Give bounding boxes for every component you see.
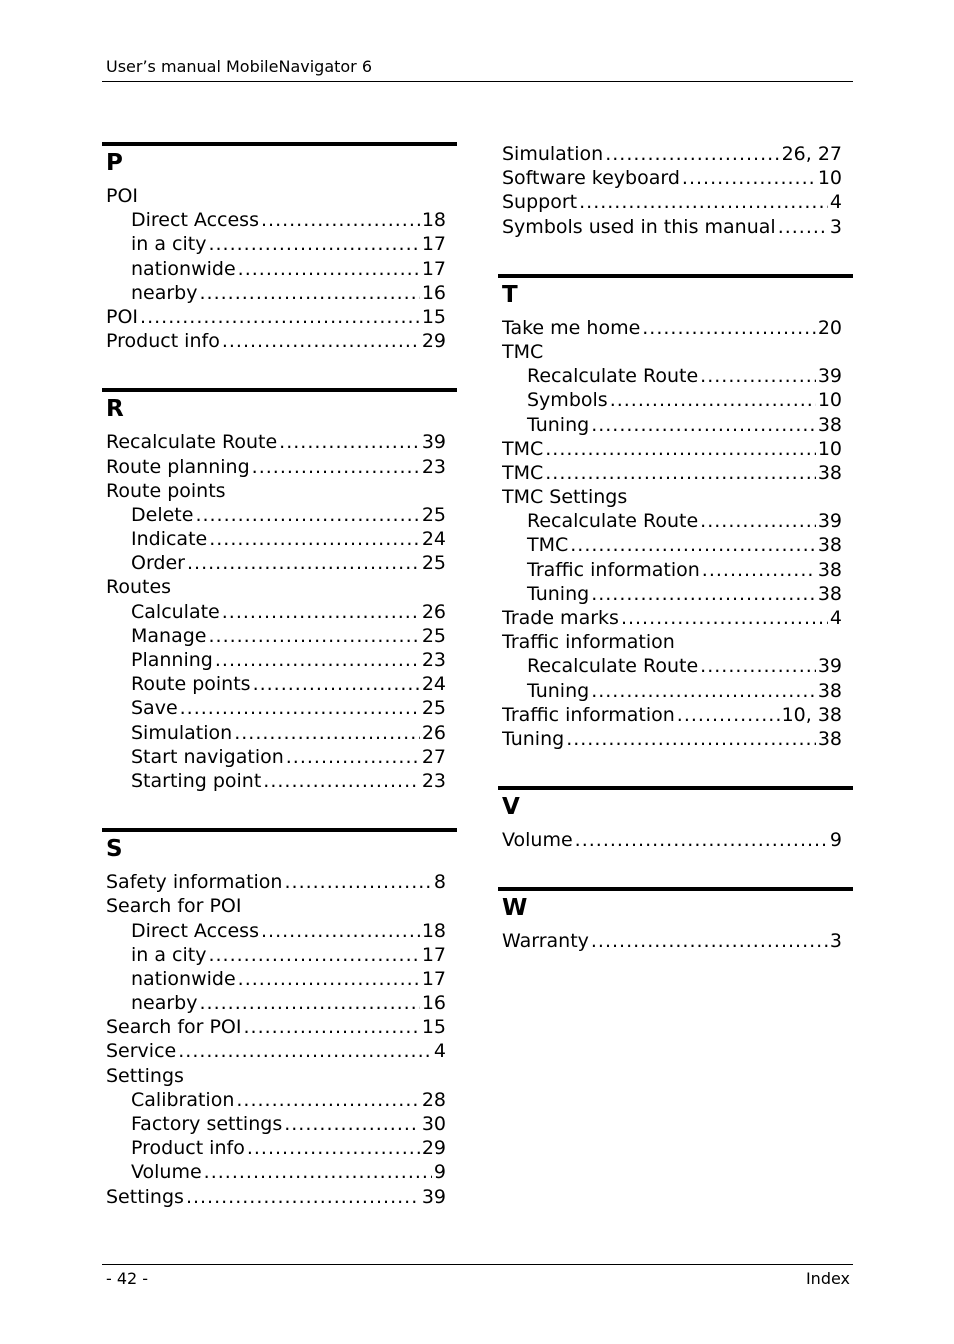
entry-page-number: 39	[817, 655, 842, 678]
entry-label: Calibration	[131, 1088, 235, 1111]
dot-leader	[180, 696, 420, 720]
entry-label: Order	[131, 552, 185, 575]
entry-page-number: 38	[817, 461, 842, 484]
section-letter: R	[102, 388, 457, 428]
dot-leader	[284, 1112, 420, 1136]
entry-page-number: 10, 38	[781, 703, 842, 726]
dot-leader	[244, 1015, 420, 1039]
entry-label: Traffic information	[527, 558, 700, 581]
dot-leader	[215, 648, 420, 672]
entry-list	[498, 828, 853, 852]
dot-leader	[234, 721, 420, 745]
entry-page-number: 25	[421, 503, 446, 526]
entry-page-number: 28	[421, 1088, 446, 1111]
dot-leader	[621, 606, 828, 630]
entry-label: Simulation	[131, 721, 233, 744]
index-entry	[106, 305, 446, 329]
entry-page-number: 23	[421, 455, 446, 478]
entry-page-number: 30	[421, 1113, 446, 1135]
entry-label: Service	[106, 1040, 177, 1063]
index-subentry	[106, 527, 446, 551]
entry-list	[498, 929, 853, 953]
dot-leader	[700, 364, 816, 388]
index-subentry	[106, 551, 446, 575]
index-entry	[106, 184, 446, 208]
index-subentry	[106, 232, 446, 256]
index-entry	[502, 142, 842, 166]
dot-leader	[200, 281, 420, 305]
index-subentry	[106, 624, 446, 648]
section-letter: V	[498, 786, 853, 826]
entry-page-number: 8	[433, 871, 446, 894]
dot-leader	[778, 215, 828, 239]
index-entry	[502, 630, 842, 654]
dot-leader	[238, 967, 420, 991]
dot-leader	[178, 1039, 432, 1063]
index-subentry	[106, 745, 446, 769]
entry-label: Take me home	[502, 316, 641, 339]
dot-leader	[700, 509, 816, 533]
entry-label: Warranty	[502, 930, 589, 953]
dot-leader	[566, 727, 816, 751]
entry-label: in a city	[131, 233, 207, 256]
entry-label: POI	[106, 305, 139, 328]
index-entry	[502, 340, 842, 364]
entry-label: in a city	[131, 943, 207, 966]
entry-page-number: 17	[421, 967, 446, 990]
entry-label: Route points	[131, 673, 251, 696]
dot-leader	[682, 166, 816, 190]
index-entry	[106, 894, 446, 918]
entry-label: Traffic information	[502, 631, 675, 654]
dot-leader	[208, 943, 419, 967]
section-letter: T	[498, 274, 853, 314]
dot-leader	[195, 503, 419, 527]
index-subentry	[502, 654, 842, 678]
entry-label: Routes	[106, 576, 172, 599]
dot-leader	[140, 305, 420, 329]
entry-label: nearby	[131, 992, 198, 1015]
entry-label: Settings	[106, 1185, 184, 1208]
index-subentry	[106, 1112, 446, 1136]
entry-label: TMC Settings	[502, 486, 628, 509]
entry-label: Volume	[502, 829, 573, 852]
entry-label: nationwide	[131, 967, 236, 990]
entry-label: Tuning	[527, 582, 590, 605]
dot-leader	[209, 527, 420, 551]
entry-page-number: 38	[817, 727, 842, 750]
entry-page-number: 38	[817, 582, 842, 605]
entry-page-number: 23	[421, 649, 446, 671]
dot-leader	[579, 190, 828, 214]
index-entry	[106, 1015, 446, 1039]
index-subentry	[106, 257, 446, 281]
entry-label: Save	[131, 697, 178, 720]
dot-leader	[247, 1136, 420, 1160]
index-entry	[106, 430, 446, 454]
entry-label: Manage	[131, 624, 207, 647]
index-subentry	[502, 533, 842, 557]
entry-page-number: 24	[421, 673, 446, 696]
entry-page-number: 4	[829, 191, 842, 214]
entry-label: Delete	[131, 503, 194, 526]
entry-page-number: 16	[421, 281, 446, 304]
entry-page-number: 3	[829, 930, 842, 953]
entry-page-number: 39	[421, 431, 446, 454]
index-subentry	[106, 721, 446, 745]
dot-leader	[286, 745, 420, 769]
entry-page-number: 10	[817, 167, 842, 190]
entry-page-number: 17	[421, 233, 446, 256]
entry-page-number: 39	[421, 1185, 446, 1208]
entry-label: TMC	[502, 340, 544, 363]
index-subentry	[106, 1088, 446, 1112]
entry-list	[102, 430, 457, 793]
entry-page-number: 38	[817, 534, 842, 557]
entry-label: TMC	[502, 437, 544, 460]
entry-label: Direct Access	[131, 919, 259, 942]
index-section	[102, 142, 457, 353]
index-entry	[502, 606, 842, 630]
index-section	[102, 388, 457, 793]
dot-leader	[279, 430, 420, 454]
entry-page-number: 10	[817, 389, 842, 412]
index-subentry	[106, 281, 446, 305]
entry-label: Start navigation	[131, 745, 284, 768]
index-entry	[502, 727, 842, 751]
entry-page-number: 9	[829, 829, 842, 852]
entry-page-number: 25	[421, 624, 446, 647]
index-subentry	[502, 413, 842, 437]
index-subentry	[106, 696, 446, 720]
index-entry	[106, 1185, 446, 1209]
index-entry	[502, 828, 842, 852]
entry-label: Trade marks	[502, 607, 619, 629]
dot-leader	[238, 257, 420, 281]
entry-label: Tuning	[527, 679, 590, 702]
entry-label: Recalculate Route	[527, 655, 699, 678]
entry-label: Software keyboard	[502, 167, 680, 190]
index-entry	[106, 870, 446, 894]
entry-page-number: 38	[817, 679, 842, 702]
index-entry	[502, 215, 842, 239]
entry-page-number: 15	[421, 1016, 446, 1039]
index-entry	[502, 437, 842, 461]
entry-label: Product info	[131, 1137, 245, 1160]
entry-list	[498, 316, 853, 751]
entry-page-number: 16	[421, 992, 446, 1015]
dot-leader	[261, 919, 420, 943]
entry-page-number: 18	[421, 919, 446, 942]
index-entry	[106, 455, 446, 479]
dot-leader	[700, 654, 816, 678]
entry-page-number: 29	[421, 1137, 446, 1160]
dot-leader	[204, 1160, 432, 1184]
continued-entries	[498, 142, 853, 239]
entry-page-number: 29	[421, 330, 446, 353]
entry-page-number: 17	[421, 943, 446, 966]
dot-leader	[222, 600, 420, 624]
dot-leader	[187, 551, 420, 575]
entry-label: TMC	[502, 461, 544, 484]
entry-label: Indicate	[131, 528, 208, 551]
entry-page-number: 10	[817, 437, 842, 460]
entry-page-number: 26, 27	[781, 143, 842, 165]
dot-leader	[591, 582, 816, 606]
entry-label: Direct Access	[131, 209, 259, 232]
index-subentry	[106, 648, 446, 672]
index-subentry	[502, 509, 842, 533]
index-entry	[106, 575, 446, 599]
entry-page-number: 27	[421, 745, 446, 768]
entry-label: Traffic information	[502, 703, 675, 726]
index-entry	[106, 1039, 446, 1063]
index-subentry	[502, 558, 842, 582]
dot-leader	[702, 558, 816, 582]
entry-label: nearby	[131, 281, 198, 304]
entry-label: Tuning	[502, 727, 565, 750]
entry-label: Factory settings	[131, 1113, 283, 1135]
dot-leader	[253, 672, 420, 696]
entry-label: Settings	[106, 1064, 184, 1087]
index-subentry	[502, 388, 842, 412]
entry-label: Planning	[131, 649, 213, 671]
entry-label: Volume	[131, 1161, 202, 1184]
index-subentry	[106, 943, 446, 967]
entry-label: Support	[502, 191, 578, 214]
entry-list	[102, 184, 457, 353]
entry-page-number: 20	[817, 316, 842, 339]
entry-page-number: 17	[421, 257, 446, 280]
index-section	[102, 828, 457, 1209]
dot-leader	[252, 455, 420, 479]
running-header: User’s manual MobileNavigator 6	[106, 57, 373, 76]
index-entry	[106, 479, 446, 503]
index-subentry	[106, 600, 446, 624]
index-subentry	[502, 582, 842, 606]
entry-page-number: 26	[421, 721, 446, 744]
entry-page-number: 25	[421, 552, 446, 575]
index-entry	[502, 485, 842, 509]
entry-label: TMC	[527, 534, 569, 557]
dot-leader	[591, 413, 816, 437]
entry-page-number: 39	[817, 510, 842, 533]
dot-leader	[575, 828, 828, 852]
entry-page-number: 24	[421, 528, 446, 551]
dot-leader	[570, 533, 816, 557]
dot-leader	[605, 142, 779, 166]
dot-leader	[200, 991, 420, 1015]
footer-section-name: Index	[805, 1269, 850, 1288]
entry-page-number: 25	[421, 697, 446, 720]
index-subentry	[106, 1136, 446, 1160]
entry-label: Safety information	[106, 871, 283, 894]
entry-label: Calculate	[131, 600, 220, 623]
dot-leader	[222, 329, 420, 353]
dot-leader	[208, 232, 419, 256]
entry-label: Product info	[106, 330, 220, 353]
entry-label: Search for POI	[106, 1016, 242, 1039]
index-subentry	[106, 503, 446, 527]
index-subentry	[106, 991, 446, 1015]
entry-label: Symbols used in this manual	[502, 215, 776, 238]
entry-label: Route points	[106, 479, 226, 502]
index-column-left	[102, 142, 457, 1244]
header-rule	[102, 81, 853, 82]
section-letter: P	[102, 142, 457, 182]
entry-label: Tuning	[527, 413, 590, 436]
index-subentry	[106, 208, 446, 232]
entry-label: Recalculate Route	[527, 510, 699, 533]
page-number: - 42 -	[106, 1269, 149, 1288]
entry-page-number: 26	[421, 600, 446, 623]
entry-page-number: 38	[817, 413, 842, 436]
index-subentry	[106, 919, 446, 943]
entry-page-number: 9	[433, 1161, 446, 1184]
entry-page-number: 23	[421, 769, 446, 792]
entry-page-number: 39	[817, 365, 842, 388]
entry-label: Recalculate Route	[527, 365, 699, 388]
entry-label: POI	[106, 185, 139, 207]
entry-page-number: 18	[421, 209, 446, 232]
index-section	[498, 786, 853, 852]
index-subentry	[106, 769, 446, 793]
dot-leader	[263, 769, 420, 793]
entry-list	[102, 870, 457, 1209]
index-entry	[106, 329, 446, 353]
index-subentry	[502, 679, 842, 703]
index-entry	[502, 703, 842, 727]
section-letter: W	[498, 887, 853, 927]
dot-leader	[642, 316, 816, 340]
index-section	[498, 274, 853, 751]
index-entry	[502, 461, 842, 485]
dot-leader	[591, 679, 816, 703]
entry-label: nationwide	[131, 257, 236, 280]
entry-page-number: 15	[421, 305, 446, 328]
index-section	[498, 887, 853, 953]
dot-leader	[186, 1185, 420, 1209]
index-entry	[502, 190, 842, 214]
index-subentry	[106, 967, 446, 991]
dot-leader	[545, 461, 816, 485]
section-letter: S	[102, 828, 457, 868]
entry-label: Symbols	[527, 389, 608, 412]
footer-rule	[102, 1264, 853, 1265]
dot-leader	[545, 437, 816, 461]
entry-page-number: 4	[433, 1040, 446, 1063]
index-column-right	[498, 142, 853, 989]
entry-label: Starting point	[131, 769, 262, 792]
entry-label: Recalculate Route	[106, 431, 278, 454]
entry-label: Route planning	[106, 455, 250, 478]
index-subentry	[106, 672, 446, 696]
index-entry	[502, 166, 842, 190]
entry-page-number: 3	[829, 215, 842, 238]
dot-leader	[208, 624, 419, 648]
index-entry	[106, 1064, 446, 1088]
index-subentry	[106, 1160, 446, 1184]
entry-page-number: 4	[829, 607, 842, 629]
index-subentry	[502, 364, 842, 388]
dot-leader	[284, 870, 431, 894]
entry-page-number: 38	[817, 558, 842, 581]
dot-leader	[610, 388, 816, 412]
dot-leader	[591, 929, 828, 953]
dot-leader	[677, 703, 780, 727]
entry-label: Search for POI	[106, 895, 242, 918]
dot-leader	[236, 1088, 419, 1112]
index-entry	[502, 929, 842, 953]
entry-label: Simulation	[502, 143, 604, 165]
dot-leader	[261, 208, 420, 232]
index-entry	[502, 316, 842, 340]
